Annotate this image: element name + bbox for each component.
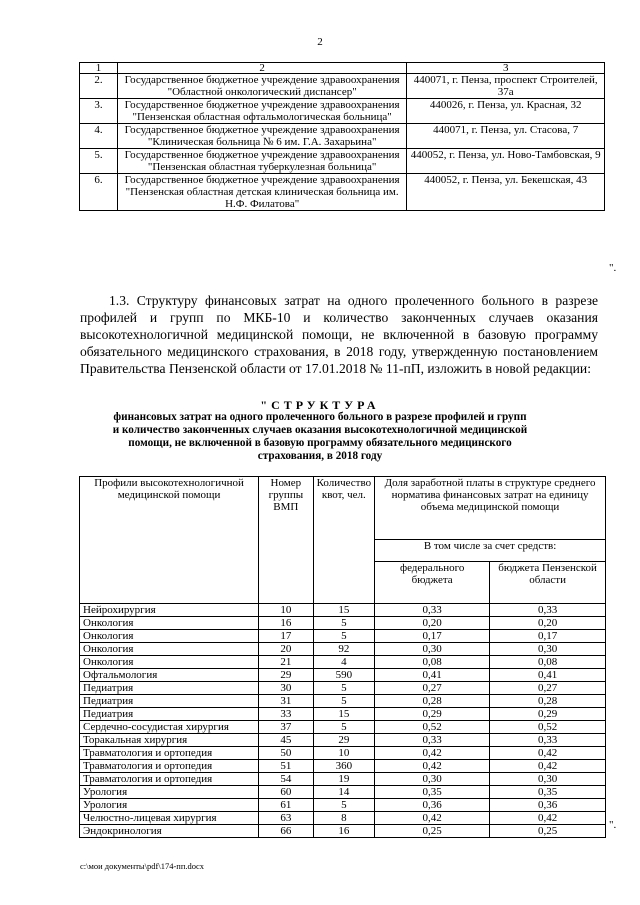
- profile-cell: Педиатрия: [80, 695, 259, 708]
- profile-cell: Сердечно-сосудистая хирургия: [80, 721, 259, 734]
- profile-cell: Урология: [80, 799, 259, 812]
- regional-share-cell: 0,27: [490, 682, 606, 695]
- regional-share-cell: 0,41: [490, 669, 606, 682]
- regional-share-cell: 0,35: [490, 786, 606, 799]
- table-row: [80, 760, 606, 773]
- page-number: 2: [317, 36, 323, 48]
- header-regional: бюджета Пензенской области: [490, 561, 606, 603]
- quota-cell: 16: [313, 825, 375, 838]
- federal-share-cell: 0,30: [375, 773, 490, 786]
- institution-address: 440052, г. Пенза, ул. Бекешская, 43: [407, 174, 605, 211]
- quota-cell: 4: [313, 656, 375, 669]
- quota-cell: 92: [313, 643, 375, 656]
- regional-share-cell: 0,36: [490, 799, 606, 812]
- table-row: [80, 773, 606, 786]
- group-cell: 50: [259, 747, 313, 760]
- group-cell: 66: [259, 825, 313, 838]
- institutions-body: [80, 74, 605, 211]
- table-row: [80, 99, 605, 124]
- institution-name: Государственное бюджетное учреждение здравоохранения "Клиническая больница № 6 им. Г.А. Захарьина": [117, 124, 406, 149]
- header-profile: Профили высокотехнологичной медицинской помощи: [80, 477, 259, 604]
- quota-cell: 14: [313, 786, 375, 799]
- table-row: [80, 734, 606, 747]
- group-cell: 51: [259, 760, 313, 773]
- group-cell: 63: [259, 812, 313, 825]
- federal-share-cell: 0,08: [375, 656, 490, 669]
- federal-share-cell: 0,33: [375, 604, 490, 617]
- regional-share-cell: 0,08: [490, 656, 606, 669]
- quota-cell: 590: [313, 669, 375, 682]
- table-row: [80, 682, 606, 695]
- profile-cell: Педиатрия: [80, 708, 259, 721]
- file-path-footer: c:\мои документы\pdf\174-пп.docx: [80, 861, 205, 871]
- header-share: Доля заработной платы в структуре среднего норматива финансовых затрат на единицу объема медицинской помощи: [375, 477, 606, 540]
- profile-cell: Урология: [80, 786, 259, 799]
- regional-share-cell: 0,29: [490, 708, 606, 721]
- quota-cell: 15: [313, 708, 375, 721]
- federal-share-cell: 0,20: [375, 617, 490, 630]
- structure-subtitle: финансовых затрат на одного пролеченного больного в разрезе профилей и групп и количество законченных случаев оказания высокотехнологичной медицинской помощи, не включенной в базовую программу обязательного медицинского страхования, в 2018 году: [112, 411, 528, 462]
- row-number: 5.: [80, 149, 118, 174]
- profile-cell: Онкология: [80, 656, 259, 669]
- table-row: [80, 74, 605, 99]
- federal-share-cell: 0,33: [375, 734, 490, 747]
- profile-cell: Травматология и ортопедия: [80, 773, 259, 786]
- regional-share-cell: 0,42: [490, 812, 606, 825]
- group-cell: 33: [259, 708, 313, 721]
- closing-quote: ".: [609, 819, 617, 831]
- federal-share-cell: 0,17: [375, 630, 490, 643]
- header-group: Номер группы ВМП: [259, 477, 313, 604]
- profile-cell: Челюстно-лицевая хирургия: [80, 812, 259, 825]
- federal-share-cell: 0,52: [375, 721, 490, 734]
- quota-cell: 15: [313, 604, 375, 617]
- profile-cell: Травматология и ортопедия: [80, 760, 259, 773]
- institution-address: 440026, г. Пенза, ул. Красная, 32: [407, 99, 605, 124]
- table-header-row: [80, 477, 606, 540]
- quota-cell: 5: [313, 721, 375, 734]
- institution-name: Государственное бюджетное учреждение здравоохранения "Областной онкологический диспансер": [117, 74, 406, 99]
- institutions-table: [79, 62, 605, 211]
- table-header-row: [80, 63, 605, 74]
- profile-cell: Онкология: [80, 643, 259, 656]
- group-cell: 20: [259, 643, 313, 656]
- amendment-paragraph: 1.3. Структуру финансовых затрат на одного пролеченного больного в разрезе профилей и групп по МКБ-10 и количество законченных случаев оказания высокотехнологичной медицинской помощи, не включенной в базовую программу обязательного медицинского страхования, в 2018 году, утвержденную постановлением Правительства Пензенской области от 17.01.2018 № 11-пП, изложить в новой редакции:: [80, 293, 598, 376]
- quota-cell: 5: [313, 695, 375, 708]
- group-cell: 17: [259, 630, 313, 643]
- regional-share-cell: 0,30: [490, 643, 606, 656]
- cost-structure-body: [80, 604, 606, 838]
- row-number: 6.: [80, 174, 118, 211]
- table-row: [80, 604, 606, 617]
- table-row: [80, 799, 606, 812]
- row-number: 2.: [80, 74, 118, 99]
- table-row: [80, 786, 606, 799]
- table-row: [80, 656, 606, 669]
- profile-cell: Травматология и ортопедия: [80, 747, 259, 760]
- structure-title: "СТРУКТУРА: [260, 398, 380, 412]
- group-cell: 61: [259, 799, 313, 812]
- regional-share-cell: 0,28: [490, 695, 606, 708]
- row-number: 3.: [80, 99, 118, 124]
- table-row: [80, 825, 606, 838]
- regional-share-cell: 0,52: [490, 721, 606, 734]
- federal-share-cell: 0,28: [375, 695, 490, 708]
- profile-cell: Нейрохирургия: [80, 604, 259, 617]
- column-number-2: 2: [117, 63, 406, 74]
- profile-cell: Эндокринология: [80, 825, 259, 838]
- group-cell: 29: [259, 669, 313, 682]
- group-cell: 54: [259, 773, 313, 786]
- federal-share-cell: 0,42: [375, 760, 490, 773]
- regional-share-cell: 0,42: [490, 747, 606, 760]
- quota-cell: 5: [313, 630, 375, 643]
- group-cell: 30: [259, 682, 313, 695]
- table-row: [80, 747, 606, 760]
- group-cell: 31: [259, 695, 313, 708]
- federal-share-cell: 0,29: [375, 708, 490, 721]
- profile-cell: Онкология: [80, 617, 259, 630]
- table-row: [80, 630, 606, 643]
- quota-cell: 5: [313, 799, 375, 812]
- regional-share-cell: 0,30: [490, 773, 606, 786]
- federal-share-cell: 0,35: [375, 786, 490, 799]
- regional-share-cell: 0,17: [490, 630, 606, 643]
- group-cell: 21: [259, 656, 313, 669]
- group-cell: 37: [259, 721, 313, 734]
- table-row: [80, 695, 606, 708]
- header-including: В том числе за счет средств:: [375, 539, 606, 561]
- header-quota: Количество квот, чел.: [313, 477, 375, 604]
- institution-address: 440071, г. Пенза, проспект Строителей, 37а: [407, 74, 605, 99]
- group-cell: 16: [259, 617, 313, 630]
- federal-share-cell: 0,25: [375, 825, 490, 838]
- profile-cell: Онкология: [80, 630, 259, 643]
- table-row: [80, 643, 606, 656]
- profile-cell: Педиатрия: [80, 682, 259, 695]
- regional-share-cell: 0,20: [490, 617, 606, 630]
- quota-cell: 360: [313, 760, 375, 773]
- group-cell: 10: [259, 604, 313, 617]
- federal-share-cell: 0,42: [375, 747, 490, 760]
- quota-cell: 5: [313, 617, 375, 630]
- group-cell: 60: [259, 786, 313, 799]
- regional-share-cell: 0,42: [490, 760, 606, 773]
- quota-cell: 19: [313, 773, 375, 786]
- cost-structure-table: [79, 476, 606, 838]
- federal-share-cell: 0,42: [375, 812, 490, 825]
- quota-cell: 29: [313, 734, 375, 747]
- institution-address: 440052, г. Пенза, ул. Ново-Тамбовская, 9: [407, 149, 605, 174]
- header-federal: федерального бюджета: [375, 561, 490, 603]
- table-row: [80, 721, 606, 734]
- quota-cell: 10: [313, 747, 375, 760]
- quota-cell: 5: [313, 682, 375, 695]
- institution-name: Государственное бюджетное учреждение здравоохранения "Пензенская областная офтальмологическая больница": [117, 99, 406, 124]
- federal-share-cell: 0,41: [375, 669, 490, 682]
- federal-share-cell: 0,36: [375, 799, 490, 812]
- profile-cell: Офтальмология: [80, 669, 259, 682]
- federal-share-cell: 0,27: [375, 682, 490, 695]
- institution-name: Государственное бюджетное учреждение здравоохранения "Пензенская областная туберкулезная больница": [117, 149, 406, 174]
- regional-share-cell: 0,33: [490, 604, 606, 617]
- federal-share-cell: 0,30: [375, 643, 490, 656]
- regional-share-cell: 0,33: [490, 734, 606, 747]
- table-row: [80, 669, 606, 682]
- table-row: [80, 174, 605, 211]
- table-row: [80, 617, 606, 630]
- table-row: [80, 124, 605, 149]
- profile-cell: Торакальная хирургия: [80, 734, 259, 747]
- row-number: 4.: [80, 124, 118, 149]
- institution-address: 440071, г. Пенза, ул. Стасова, 7: [407, 124, 605, 149]
- quota-cell: 8: [313, 812, 375, 825]
- regional-share-cell: 0,25: [490, 825, 606, 838]
- table-row: [80, 708, 606, 721]
- column-number-1: 1: [80, 63, 118, 74]
- table-row: [80, 812, 606, 825]
- table-row: [80, 149, 605, 174]
- group-cell: 45: [259, 734, 313, 747]
- closing-quote: ".: [609, 262, 617, 274]
- column-number-3: 3: [407, 63, 605, 74]
- institution-name: Государственное бюджетное учреждение здравоохранения "Пензенская областная детская клиническая больница им. Н.Ф. Филатова": [117, 174, 406, 211]
